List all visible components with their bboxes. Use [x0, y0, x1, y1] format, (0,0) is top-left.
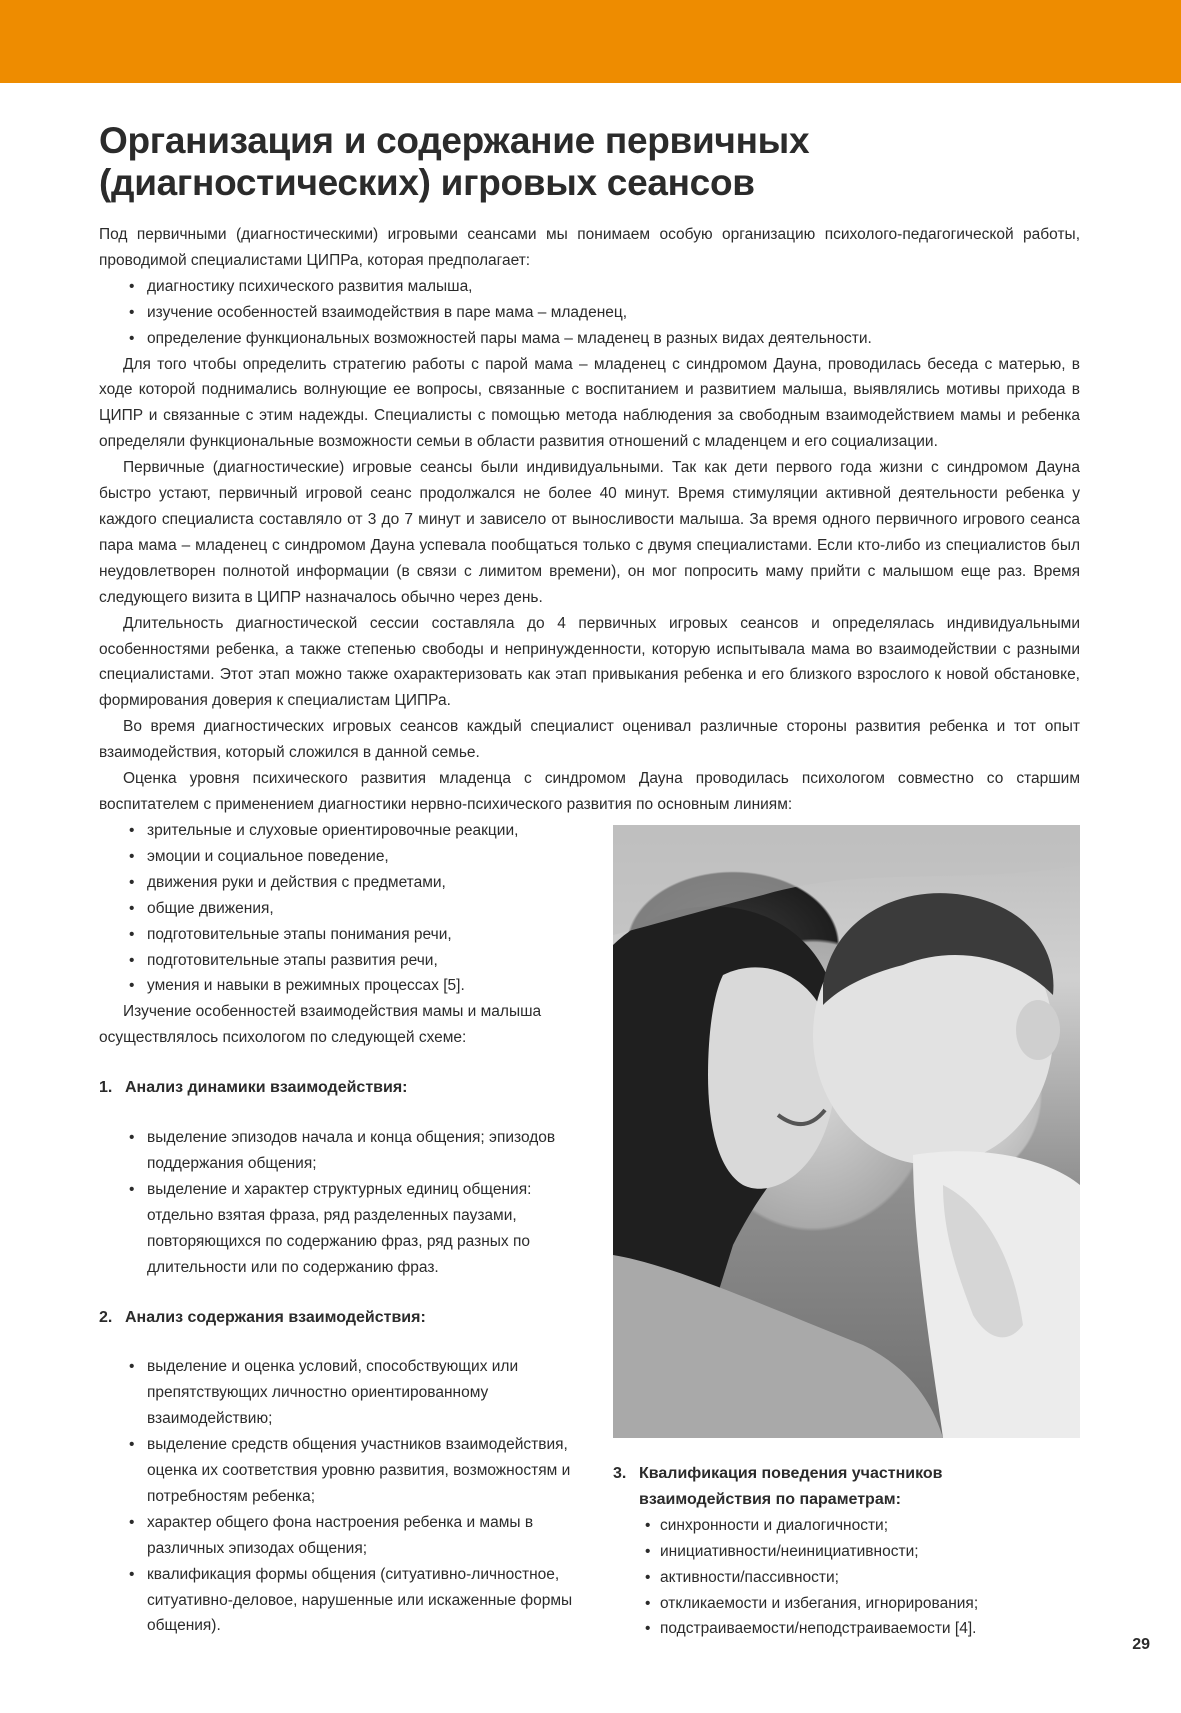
- section-2-list: [99, 1354, 581, 1639]
- header-accent-bar: [0, 0, 1181, 83]
- section-3-list: [613, 1513, 1083, 1643]
- mother-baby-photo: [613, 825, 1080, 1438]
- list-item: • умения и навыки в режимных процессах [5].: [99, 973, 581, 999]
- list-item: • эмоции и социальное поведение,: [99, 844, 581, 870]
- main-text: [99, 222, 1080, 818]
- paragraph: Первичные (диагностические) игровые сеансы были индивидуальными. Так как дети первого года жизни с синдромом Дауна быстро устают, первичный игровой сеанс продолжался не более 40 минут. Время стимуляции активной деятельности ребенка у каждого специалиста составляло от 3 до 7 минут и зависело от выносливости малыша. За время одного первичного игрового сеанса пара мама – младенец с синдромом Дауна успевала пообщаться только с двумя специалистами. Если кто-либо из специалистов был неудовлетворен полнотой информации (в связи с лимитом времени), он мог попросить маму прийти с малышом еще раз. Время следующего визита в ЦИПР назначалось обычно через день.: [99, 459, 1080, 606]
- paragraph: Длительность диагностической сессии составляла до 4 первичных игровых сеансов и определялась индивидуальными особенностями ребенка, а также степенью свободы и непринужденности, которую испытывала мама во взаимодействии с разными специалистами. Этот этап можно также охарактеризовать как этап привыкания ребенка и его близкого взрослого к новой обстановке, формирования доверия к специалистам ЦИПРа.: [99, 614, 1080, 710]
- section-title-text: взаимодействия по параметрам:: [639, 1490, 901, 1508]
- list-item: • подготовительные этапы понимания речи,: [99, 922, 581, 948]
- right-column: [613, 1461, 1083, 1642]
- list-item: • синхронности и диалогичности;: [613, 1513, 1083, 1539]
- paragraph: Для того чтобы определить стратегию работы с парой мама – младенец с синдромом Дауна, проводилась беседа с матерью, в ходе которой поднимались волнующие ее вопросы, связанные с воспитанием и развитием малыша, выявлялись мотивы прихода в ЦИПР и связанные с этим надежды. Специалисты с помощью метода наблюдения за свободным взаимодействием мамы и ребенка определяли функциональные возможности семьи в области развития отношений с младенцем и его социализации.: [99, 355, 1080, 451]
- section-1-list: [99, 1125, 581, 1280]
- list-item: • движения руки и действия с предметами,: [99, 870, 581, 896]
- list-item: • квалификация формы общения (ситуативно-личностное, ситуативно-деловое, нарушенные или искаженные формы общения).: [99, 1562, 581, 1640]
- list-item: • подготовительные этапы развития речи,: [99, 948, 581, 974]
- list-item: • выделение эпизодов начала и конца общения; эпизодов поддержания общения;: [99, 1125, 581, 1177]
- list-item: • диагностику психического развития малыша,: [99, 274, 1080, 300]
- list-item: • характер общего фона настроения ребенка и мамы в различных эпизодах общения;: [99, 1510, 581, 1562]
- development-lines-list: [99, 818, 581, 999]
- section-title-text: Анализ динамики взаимодействия:: [125, 1079, 408, 1097]
- list-item: • выделение и оценка условий, способствующих или препятствующих личностно ориентированному взаимодействию;: [99, 1354, 581, 1432]
- list-item: • активности/пассивности;: [613, 1565, 1083, 1591]
- paragraph: Оценка уровня психического развития младенца с синдромом Дауна проводилась психологом совместно со старшим воспитателем с применением диагностики нервно-психического развития по основным линиям:: [99, 770, 1080, 813]
- section-number: 2.: [99, 1308, 113, 1326]
- section-title-text: Анализ содержания взаимодействия:: [125, 1308, 426, 1326]
- left-column: [99, 818, 581, 1639]
- list-item: • выделение и характер структурных единиц общения: отдельно взятая фраза, ряд разделенных паузами, повторяющихся по содержанию фраз, ряд разных по длительности или по содержанию фраз.: [99, 1177, 581, 1281]
- section-number: 3.: [613, 1465, 627, 1482]
- page-title: Организация и содержание первичных (диагностических) игровых сеансов: [99, 120, 810, 203]
- photo-illustration: [613, 825, 1080, 1438]
- intro-list: [99, 274, 1080, 352]
- list-item: • общие движения,: [99, 896, 581, 922]
- paragraph: Во время диагностических игровых сеансов каждый специалист оценивал различные стороны развития ребенка и тот опыт взаимодействия, который сложился в данной семье.: [99, 718, 1080, 762]
- list-item: • выделение средств общения участников взаимодействия, оценка их соответствия уровню развития, возможностям и потребностям ребенка;: [99, 1432, 581, 1510]
- list-item: • подстраиваемости/неподстраиваемости [4].: [613, 1616, 1083, 1642]
- section-3-title: [613, 1461, 1083, 1513]
- list-item: • изучение особенностей взаимодействия в паре мама – младенец,: [99, 300, 1080, 326]
- list-item: • зрительные и слуховые ориентировочные реакции,: [99, 818, 581, 844]
- section-number: 1.: [99, 1079, 113, 1097]
- list-item: • определение функциональных возможностей пары мама – младенец в разных видах деятельности.: [99, 326, 1080, 352]
- section-title-text: Квалификация поведения участников: [639, 1465, 943, 1482]
- page-number: 29: [1132, 1636, 1150, 1653]
- scheme-intro: Изучение особенностей взаимодействия мамы и малыша осуществлялось психологом по следующей схеме:: [99, 1003, 542, 1047]
- list-item: • инициативности/неинициативности;: [613, 1539, 1083, 1565]
- intro-paragraph: Под первичными (диагностическими) игровыми сеансами мы понимаем особую организацию психолого-педагогической работы, проводимой специалистами ЦИПРа, которая предполагает:: [99, 226, 1080, 269]
- list-item: • откликаемости и избегания, игнорирования;: [613, 1591, 1083, 1617]
- section-1-title: [99, 1075, 581, 1101]
- section-2-title: [99, 1305, 581, 1331]
